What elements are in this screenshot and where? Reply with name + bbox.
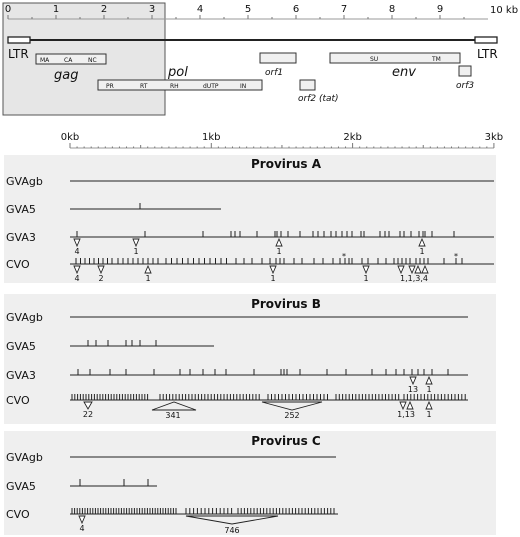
provirus-a-panel [4, 155, 496, 283]
row-label: GVAgb [6, 311, 43, 324]
genome-map [3, 3, 518, 115]
gene-orf2-label: orf2 (tat) [298, 94, 339, 104]
gag-ca-label: CA [64, 57, 73, 64]
gap-label: 22 [82, 410, 94, 419]
row-label: GVAgb [6, 175, 43, 188]
row-label: GVA3 [6, 369, 36, 382]
genome-scale-unit: 10 kb [490, 5, 519, 16]
scale-tick-label: 1kb [202, 132, 221, 143]
gap-label: 252 [284, 411, 300, 420]
scale-tick-label: 2kb [343, 132, 362, 143]
scale-tick-label: 3kb [484, 132, 504, 143]
panel-title: Provirus A [251, 157, 321, 171]
ltr-left-box [8, 37, 30, 43]
gap-label: 4 [74, 274, 80, 283]
scale-tick-label: 4 [196, 4, 204, 15]
gap-label: 1,1,3,4 [400, 274, 428, 283]
gap-label: 1 [419, 247, 425, 256]
detail-scale [61, 132, 503, 148]
pol-rh-label: RH [170, 83, 179, 90]
pol-box [98, 80, 262, 90]
gap-label: 13 [407, 385, 419, 394]
gene-orf1-label: orf1 [265, 68, 284, 78]
ltr-right-box [475, 37, 497, 43]
scale-tick-label: 3 [148, 4, 156, 15]
panel-title: Provirus B [251, 297, 321, 311]
gap-label: 2 [98, 274, 104, 283]
gap-label: 1 [145, 274, 151, 283]
pol-dutp-label: dUTP [203, 83, 219, 90]
row-label: CVO [6, 394, 30, 407]
row-label: GVA5 [6, 480, 36, 493]
scale-tick-label: 9 [436, 4, 444, 15]
gap-label: 1 [270, 274, 276, 283]
scale-tick-label: 7 [340, 4, 348, 15]
pol-pr-label: PR [106, 83, 114, 90]
orf1-box [260, 53, 296, 63]
pol-rt-label: RT [140, 83, 148, 90]
row-label: GVA3 [6, 231, 36, 244]
pol-in-label: IN [240, 83, 247, 90]
ltr-left-label: LTR [8, 47, 29, 61]
scale-tick-label: 8 [388, 4, 396, 15]
gap-label: 1 [133, 247, 139, 256]
row-label: CVO [6, 508, 30, 521]
panel-background [4, 431, 496, 535]
asterisk-mark: * [454, 252, 458, 261]
gag-ma-label: MA [40, 57, 50, 64]
gap-label: 4 [74, 247, 80, 256]
gap-label: 341 [165, 411, 181, 420]
row-label: GVA5 [6, 203, 36, 216]
provirus-b-panel [4, 294, 496, 424]
gag-nc-label: NC [88, 57, 97, 64]
gap-label: 4 [79, 524, 85, 533]
ltr-right-label: LTR [477, 47, 498, 61]
gene-gag-label: gag [54, 68, 79, 83]
gap-label: 1 [363, 274, 369, 283]
env-tm-label: TM [432, 56, 441, 63]
scale-tick-label: 0kb [60, 132, 80, 143]
panel-title: Provirus C [251, 434, 321, 448]
asterisk-mark: * [342, 252, 346, 261]
env-su-label: SU [370, 56, 379, 63]
gene-pol-label: pol [168, 65, 188, 80]
gene-orf3-label: orf3 [456, 81, 475, 91]
row-label: GVA5 [6, 340, 36, 353]
row-label: GVAgb [6, 451, 43, 464]
orf2-box [300, 80, 315, 90]
gap-label: 1 [276, 247, 282, 256]
gap-label: 1 [426, 410, 432, 419]
scale-tick-label: 5 [244, 4, 252, 15]
scale-tick-label: 2 [100, 4, 108, 15]
panel-background [4, 294, 496, 424]
detail-scale-ticks [61, 132, 503, 148]
scale-tick-label: 1 [52, 4, 60, 15]
scale-tick-label: 0 [4, 4, 12, 15]
scale-tick-label: 6 [292, 4, 300, 15]
provirus-c-panel [4, 431, 496, 535]
orf3-box [459, 66, 471, 76]
row-label: CVO [6, 258, 30, 271]
gap-label: 1 [426, 385, 432, 394]
gene-env-label: env [392, 65, 416, 80]
gap-label: 1,13 [397, 410, 415, 419]
gap-label: 746 [224, 526, 240, 535]
